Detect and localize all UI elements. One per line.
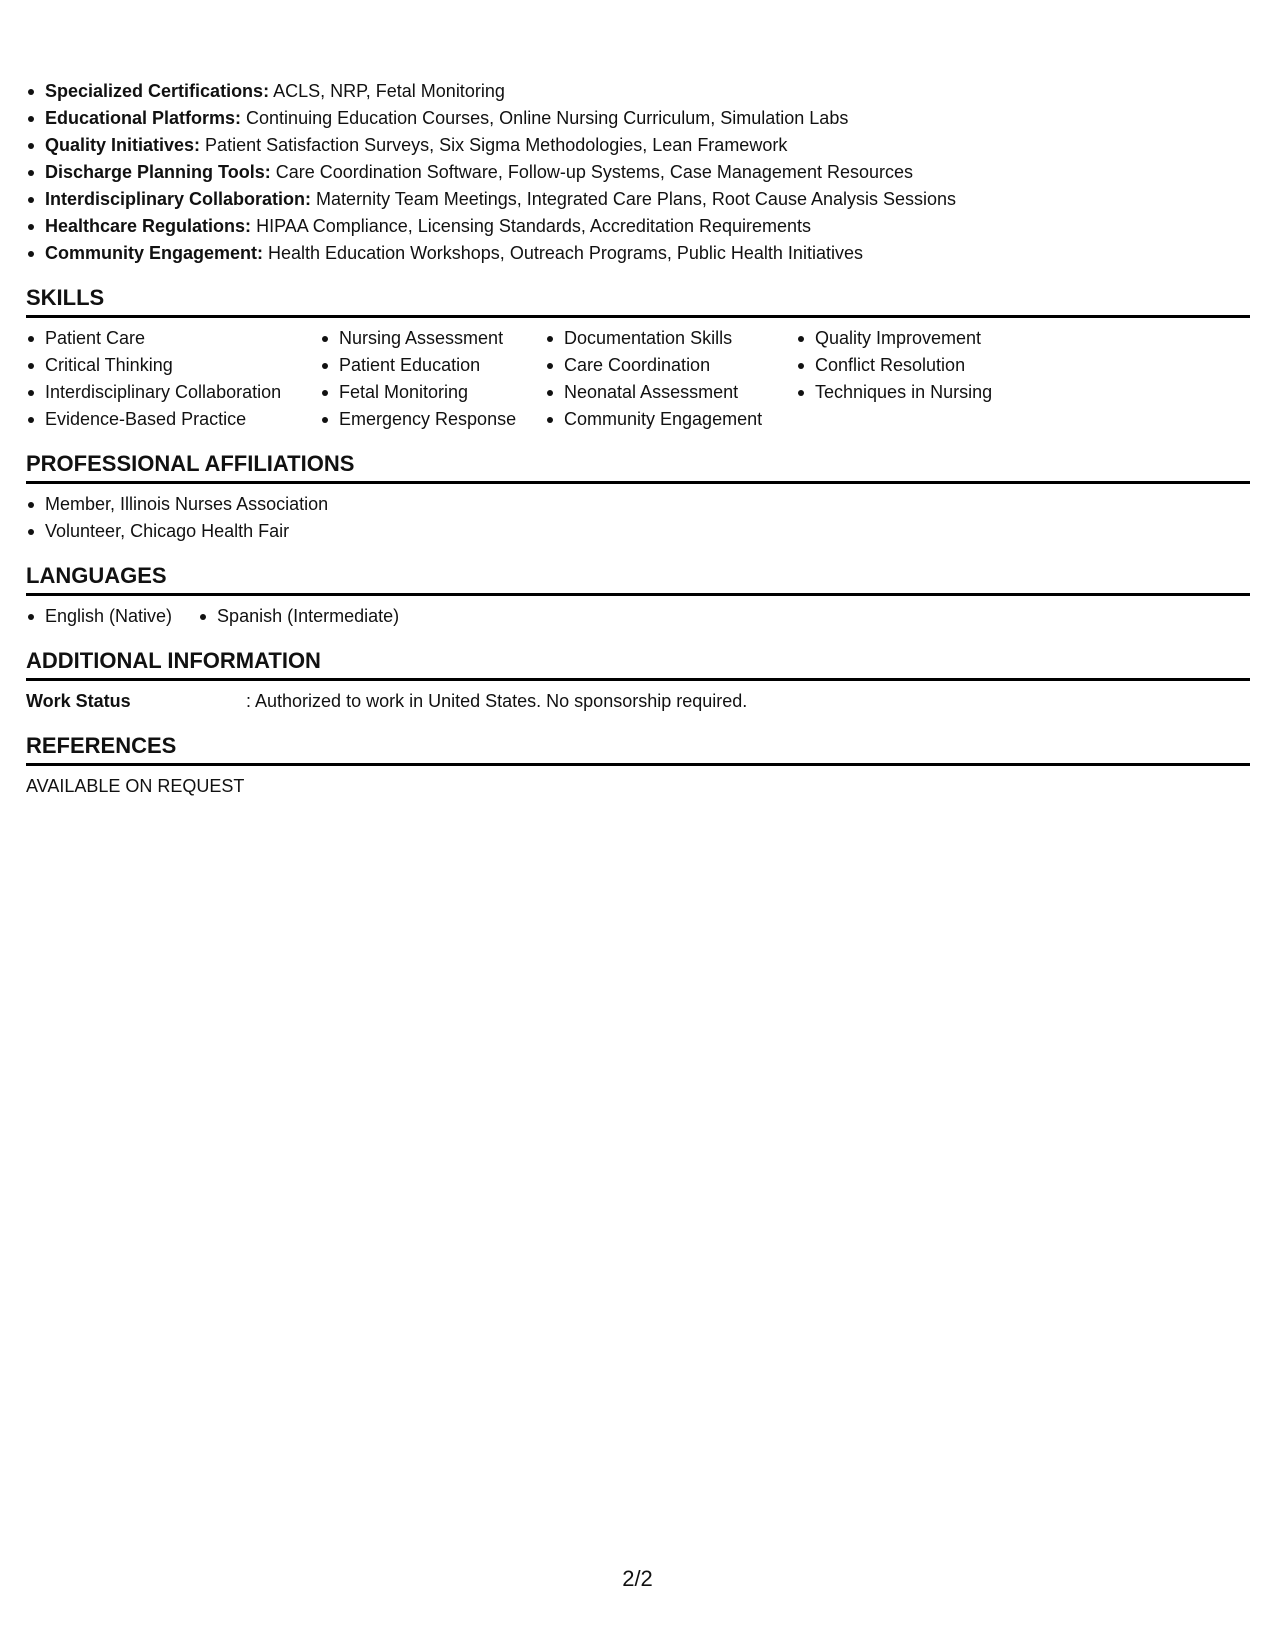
skill-item: Patient Education [320,352,545,379]
languages-list [26,603,1250,630]
section-title: REFERENCES [26,732,1250,766]
skill-item: Evidence-Based Practice [26,406,320,433]
section-title: ADDITIONAL INFORMATION [26,647,1250,681]
skill-item: Quality Improvement [796,325,1056,352]
skill-item: Nursing Assessment [320,325,545,352]
list-item: Healthcare Regulations: HIPAA Compliance, Licensing Standards, Accreditation Requirements [26,213,1250,240]
skill-item: Interdisciplinary Collaboration [26,379,320,406]
skill-item: Neonatal Assessment [545,379,796,406]
list-item: Interdisciplinary Collaboration: Maternity Team Meetings, Integrated Care Plans, Root Cause Analysis Sessions [26,186,1250,213]
work-status-value: : Authorized to work in United States. No sponsorship required. [246,691,748,711]
section-title: SKILLS [26,284,1250,318]
skills-column [545,325,796,433]
skills-grid [26,325,1250,433]
skill-item: Community Engagement [545,406,796,433]
section-title: PROFESSIONAL AFFILIATIONS [26,450,1250,484]
resume-page [26,78,1250,800]
section-title: LANGUAGES [26,562,1250,596]
work-status-label: Work Status [26,691,131,711]
skill-item: Care Coordination [545,352,796,379]
affiliations-list [26,491,1250,545]
skill-item: Emergency Response [320,406,545,433]
languages-section [26,562,1250,630]
certifications-list [26,78,1250,267]
language-item: Spanish (Intermediate) [198,603,399,630]
language-item: English (Native) [26,603,172,630]
list-item: Community Engagement: Health Education Workshops, Outreach Programs, Public Health Initiatives [26,240,1250,267]
skill-item: Critical Thinking [26,352,320,379]
skills-column [26,325,320,433]
affiliations-section [26,450,1250,545]
skill-item: Conflict Resolution [796,352,1056,379]
references-section [26,732,1250,800]
skill-item: Techniques in Nursing [796,379,1056,406]
additional-info-section [26,647,1250,715]
page-number: 2/2 [622,1566,653,1591]
list-item: Volunteer, Chicago Health Fair [26,518,1250,545]
skill-item: Documentation Skills [545,325,796,352]
skills-section [26,284,1250,433]
list-item: Quality Initiatives: Patient Satisfaction Surveys, Six Sigma Methodologies, Lean Framework [26,132,1250,159]
skill-item: Fetal Monitoring [320,379,545,406]
work-status-row [26,688,1250,715]
skill-item: Patient Care [26,325,320,352]
skills-column [320,325,545,433]
references-text: AVAILABLE ON REQUEST [26,776,245,796]
skills-column [796,325,1056,433]
list-item: Educational Platforms: Continuing Education Courses, Online Nursing Curriculum, Simulation Labs [26,105,1250,132]
list-item: Discharge Planning Tools: Care Coordination Software, Follow-up Systems, Case Management Resources [26,159,1250,186]
list-item: Member, Illinois Nurses Association [26,491,1250,518]
list-item: Specialized Certifications: ACLS, NRP, Fetal Monitoring [26,78,1250,105]
